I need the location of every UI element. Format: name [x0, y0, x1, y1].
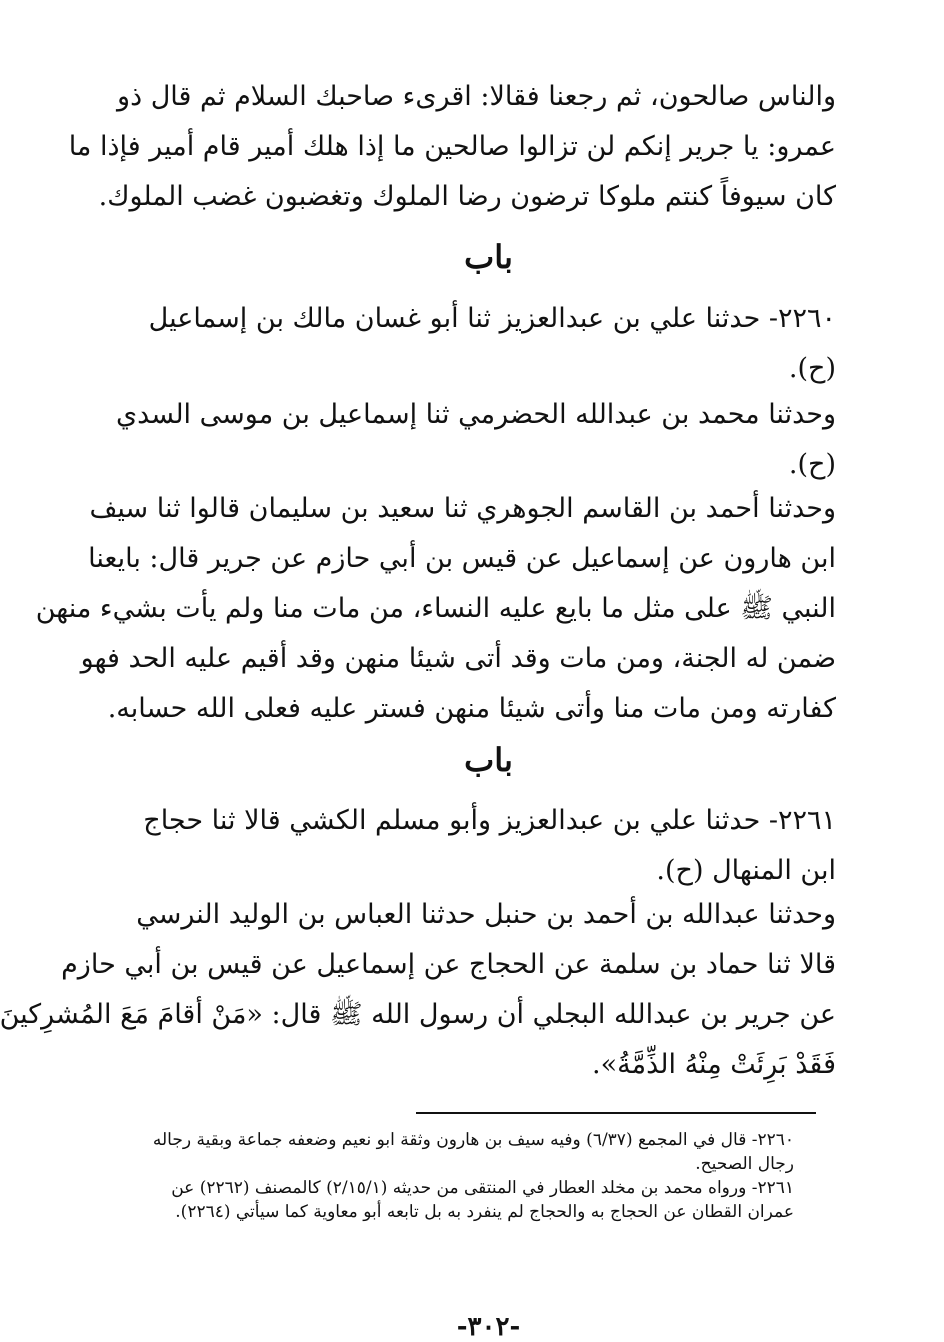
text-line: ابن هارون عن إسماعيل عن قيس بن أبي حازم عن جرير قال: بايعنا: [88, 543, 836, 574]
section-heading: باب: [464, 238, 513, 276]
text-line: قالا ثنا حماد بن سلمة عن الحجاج عن إسماعيل عن قيس بن أبي حازم: [61, 949, 836, 980]
text-line: (ح).: [788, 449, 836, 480]
text-line: وحدثنا عبدالله بن أحمد بن حنبل حدثنا العباس بن الوليد النرسي: [136, 899, 836, 930]
text-line: عن جرير بن عبدالله البجلي أن رسول الله ﷺ قال: «مَنْ أقامَ مَعَ المُشرِكينَ: [0, 999, 836, 1030]
text-line: ٢٢٦٠- حدثنا علي بن عبدالعزيز ثنا أبو غسان مالك بن إسماعيل: [148, 303, 836, 334]
text-line: كفارته ومن مات منا وأتى شيئا منهن فستر عليه فعلى الله حسابه.: [107, 693, 836, 724]
text-line: عمرو: يا جرير إنكم لن تزالوا صالحين ما إذا هلك أمير قام أمير فإذا ما: [68, 131, 836, 162]
text-line: النبي ﷺ على مثل ما بايع عليه النساء، من مات منا ولم يأت بشيء منهن: [35, 593, 836, 624]
text-line: كان سيوفاً كنتم ملوكا ترضون رضا الملوك وتغضبون غضب الملوك.: [98, 181, 836, 212]
text-line: ضمن له الجنة، ومن مات وقد أتى شيئا منهن وقد أقيم عليه الحد فهو: [80, 643, 836, 674]
hadith-2261-text: [0, 890, 836, 1090]
hadith-2260-text: [35, 484, 836, 734]
text-line: (ح).: [788, 353, 836, 384]
text-line: والناس صالحون، ثم رجعنا فقالا: اقرىء صاحبك السلام ثم قال ذو: [117, 81, 836, 112]
text-line: وحدثنا محمد بن عبدالله الحضرمي ثنا إسماعيل بن موسى السدي: [115, 399, 836, 430]
hadith-2260-chain-2: [115, 390, 836, 490]
footnote-line: ٢٢٦١- ورواه محمد بن مخلد العطار في المنتقى من حديثه (٢/١٥/١) كالمصنف (٢٢٦٢) عن: [171, 1178, 794, 1198]
footnote-line: عمران القطان عن الحجاج به والحجاج لم ينفرد به بل تابعه أبو معاوية كما سيأتي (٢٢٦٤).: [175, 1202, 794, 1222]
paragraph-intro: [68, 72, 836, 222]
hadith-2260-chain-1: [148, 294, 836, 394]
footnote-separator: [416, 1112, 816, 1114]
section-heading: باب: [464, 741, 513, 779]
footnotes: [152, 1128, 794, 1224]
text-line: ٢٢٦١- حدثنا علي بن عبدالعزيز وأبو مسلم الكشي قالا ثنا حجاج: [143, 805, 836, 836]
text-line: فَقَدْ بَرِئَتْ مِنْهُ الذِّمَّةُ».: [592, 1049, 836, 1080]
footnote-line: رجال الصحيح.: [695, 1154, 794, 1174]
hadith-2261-chain-1: [143, 796, 836, 896]
footnote-line: ٢٢٦٠- قال في المجمع (٦/٣٧) وفيه سيف بن هارون وثقة ابو نعيم وضعفه جماعة وبقية رجاله: [152, 1130, 794, 1150]
page-number: -٣٠٢-: [456, 1312, 521, 1342]
text-line: وحدثنا أحمد بن القاسم الجوهري ثنا سعيد بن سليمان قالوا ثنا سيف: [89, 493, 836, 524]
text-line: ابن المنهال (ح).: [656, 855, 836, 886]
